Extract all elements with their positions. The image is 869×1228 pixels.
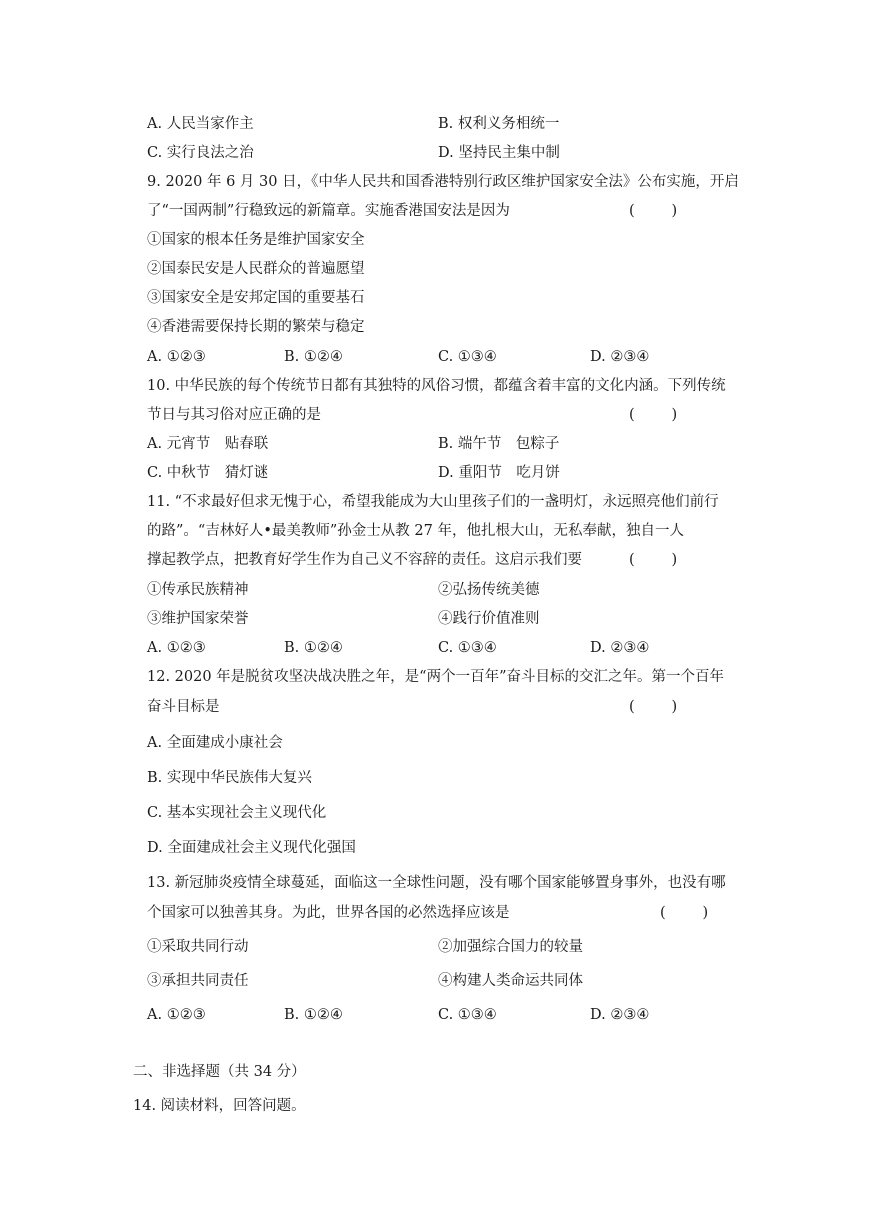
q11-statement-4: ④践行价值准则 (438, 611, 540, 627)
q9-statement-4: ④香港需要保持长期的繁荣与稳定 (147, 319, 365, 335)
q9-answer-paren: ( ) (629, 203, 678, 219)
q11-option-d: D. ②③④ (590, 640, 650, 656)
q13-option-a: A. ①②③ (147, 1007, 206, 1023)
q11-statement-3: ③维护国家荣誉 (147, 611, 249, 627)
q11-option-b: B. ①②④ (284, 640, 343, 656)
q10-option-a: A. 元宵节 贴春联 (147, 436, 269, 452)
q12-stem-line2: 奋斗目标是 (147, 699, 220, 715)
q12-stem-line1: 12. 2020 年是脱贫攻坚决战决胜之年，是“两个一百年”奋斗目标的交汇之年。第一个百年 (147, 669, 725, 685)
q9-option-d: D. ②③④ (590, 349, 650, 365)
q9-statement-3: ③国家安全是安邦定国的重要基石 (147, 290, 365, 306)
q8-option-d: D. 坚持民主集中制 (438, 145, 560, 161)
q10-option-c: C. 中秋节 猜灯谜 (147, 465, 269, 481)
q13-statement-2: ②加强综合国力的较量 (438, 939, 583, 955)
q13-option-b: B. ①②④ (284, 1007, 343, 1023)
q10-stem-line2: 节日与其习俗对应正确的是 (147, 407, 321, 423)
q12-option-c: C. 基本实现社会主义现代化 (147, 805, 327, 821)
q9-option-b: B. ①②④ (284, 349, 343, 365)
q13-statement-1: ①采取共同行动 (147, 939, 249, 955)
q11-option-c: C. ①③④ (438, 640, 497, 656)
section-heading: 二、非选择题（共 34 分） (133, 1064, 306, 1080)
q11-statement-2: ②弘扬传统美德 (438, 582, 540, 598)
q12-option-b: B. 实现中华民族伟大复兴 (147, 770, 312, 786)
q13-statement-4: ④构建人类命运共同体 (438, 973, 583, 989)
q8-option-b: B. 权利义务相统一 (438, 116, 560, 132)
q9-statement-2: ②国泰民安是人民群众的普遍愿望 (147, 261, 365, 277)
q13-stem-line1: 13. 新冠肺炎疫情全球蔓延，面临这一全球性问题，没有哪个国家能够置身事外，也没有哪 (147, 875, 726, 891)
q9-statement-1: ①国家的根本任务是维护国家安全 (147, 232, 365, 248)
q11-statement-1: ①传承民族精神 (147, 582, 249, 598)
q13-answer-paren: ( ) (660, 905, 709, 921)
q13-statement-3: ③承担共同责任 (147, 973, 249, 989)
q11-stem-line1: 11. “不求最好但求无愧于心，希望我能成为大山里孩子们的一盏明灯，永远照亮他们前行 (147, 494, 719, 510)
q11-option-a: A. ①②③ (147, 640, 206, 656)
q9-stem-line1: 9. 2020 年 6 月 30 日，《中华人民共和国香港特别行政区维护国家安全法》公布实施，开启 (147, 174, 739, 190)
q12-answer-paren: ( ) (629, 699, 678, 715)
q9-option-c: C. ①③④ (438, 349, 497, 365)
q11-answer-paren: ( ) (629, 552, 678, 568)
q11-stem-line2: 的路”。“吉林好人•最美教师”孙金士从教 27 年，他扎根大山，无私奉献，独自一人 (147, 523, 684, 539)
q9-stem-line2: 了“一国两制”行稳致远的新篇章。实施香港国安法是因为 (147, 203, 510, 219)
q13-option-d: D. ②③④ (590, 1007, 650, 1023)
q8-option-c: C. 实行良法之治 (147, 145, 254, 161)
q10-stem-line1: 10. 中华民族的每个传统节日都有其独特的风俗习惯，都蕴含着丰富的文化内涵。下列传统 (147, 378, 726, 394)
q14-stem: 14. 阅读材料，回答问题。 (133, 1098, 306, 1114)
q13-option-c: C. ①③④ (438, 1007, 497, 1023)
q10-option-b: B. 端午节 包粽子 (438, 436, 560, 452)
q11-stem-line3: 撑起教学点，把教育好学生作为自己义不容辞的责任。这启示我们要 (147, 552, 582, 568)
q10-option-d: D. 重阳节 吃月饼 (438, 465, 560, 481)
q9-option-a: A. ①②③ (147, 349, 206, 365)
q12-option-d: D. 全面建成社会主义现代化强国 (147, 840, 356, 856)
q12-option-a: A. 全面建成小康社会 (147, 735, 283, 751)
q13-stem-line2: 个国家可以独善其身。为此，世界各国的必然选择应该是 (147, 905, 510, 921)
q8-option-a: A. 人民当家作主 (147, 116, 254, 132)
q10-answer-paren: ( ) (629, 407, 678, 423)
